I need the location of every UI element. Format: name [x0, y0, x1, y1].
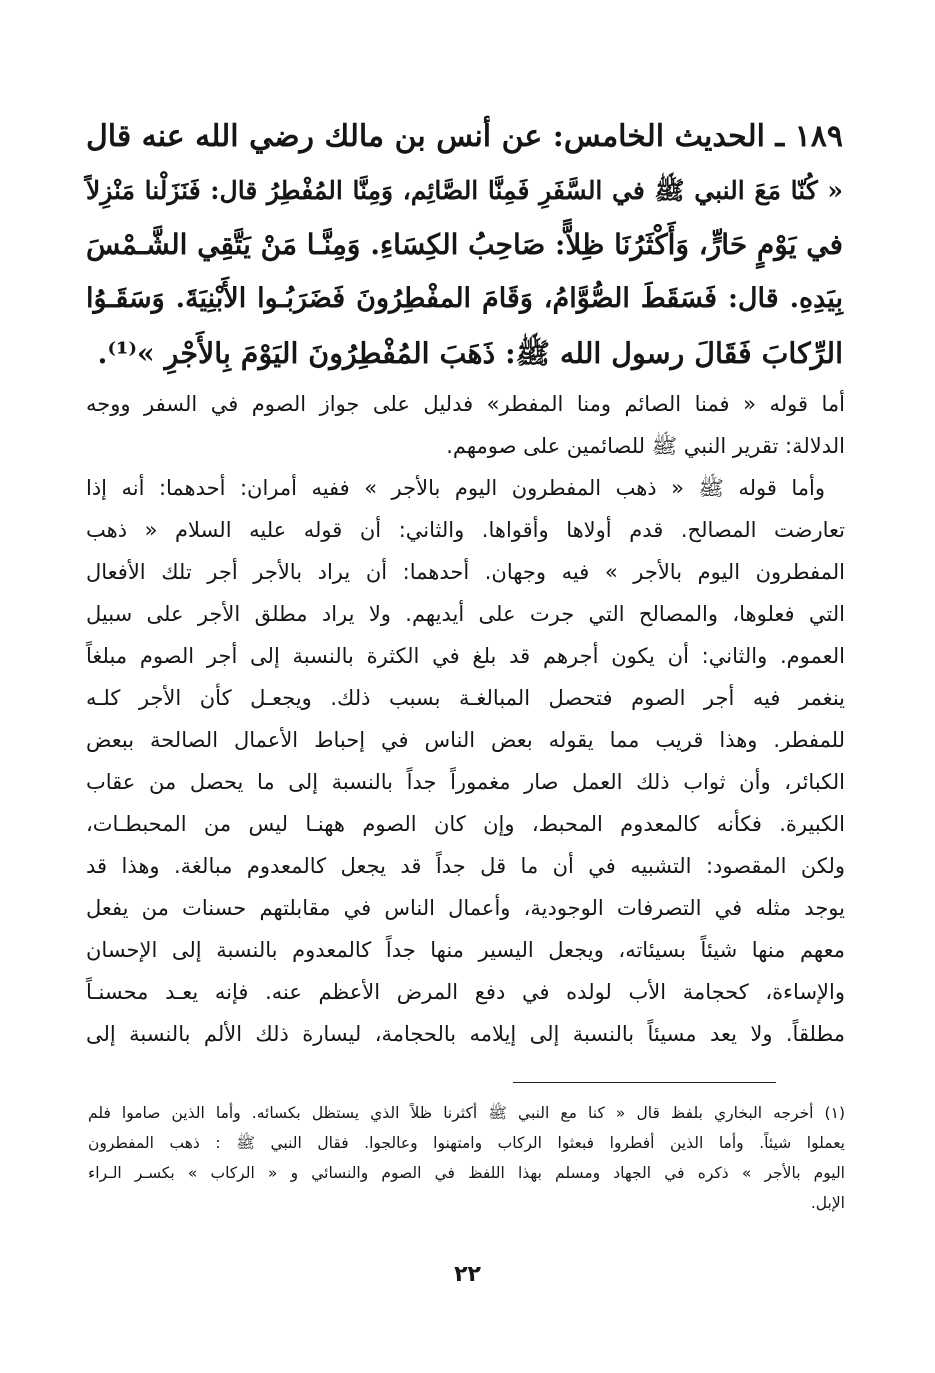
commentary-line: الدلالة: تقرير النبي ﷺ للصائمين على صومهم. — [446, 434, 845, 458]
commentary-line: والإساءة، كحجامة الأب لولده في دفع المرض الأعظم عنه. فإنه يعـد محسنـاً — [86, 980, 845, 1004]
footnote-line: اليوم بالأجر » ذكره في الجهاد ومسلم بهذا اللفظ في الصوم والنسائي و « الركاب » بكسـر الـراء — [88, 1164, 845, 1182]
commentary-line: أما قوله « فمنا الصائم ومنا المفطر» فدليل على جواز الصوم في السفر ووجه — [86, 392, 845, 416]
commentary-line: يوجد مثله في التصرفات الوجودية، وأعمال الناس في مقابلتهم حسنات من يفعل — [86, 896, 845, 920]
page-number: ٢٢ — [454, 1262, 481, 1287]
commentary-line: التي فعلوها، والمصالح التي جرت على أيديهم. ولا يراد مطلق الأجر على سبيل — [86, 602, 845, 626]
commentary-line: ولكن المقصود: التشبيه في أن ما قل جداً قد يجعل كالمعدوم مبالغة. وهذا قد — [86, 854, 845, 878]
hadith-line: الرِّكابَ فَقَالَ رسول الله ﷺ: ذَهَبَ المُفْطِرُونَ اليَوْمَ بِالأَجْرِ »⁽¹⁾. — [97, 336, 843, 370]
commentary-line: الكبيرة. فكأنه كالمعدوم المحبط، وإن كان الصوم ههنـا ليس من المحبطـات، — [86, 812, 845, 836]
commentary-line: مطلقاً. ولا يعد مسيئاً بالنسبة إلى إيلامه بالحجامة، ليسارة ذلك الألم بالنسبة إلى — [86, 1022, 845, 1046]
commentary-line: الكبائر، وأن ثواب ذلك العمل صار مغموراً جداً بالنسبة إلى ما يحصل من عقاب — [86, 770, 845, 794]
commentary-line: للمفطر. وهذا قريب مما يقوله بعض الناس في إحباط الأعمال الصالحة ببعض — [86, 728, 845, 752]
footnote-line: الإبل. — [810, 1194, 845, 1212]
commentary-text — [86, 384, 845, 1064]
hadith-line: في يَوْمٍ حَارٍّ، وَأَكْثَرُنَا ظِلاًّ: صَاحِبُ الكِسَاءِ. وَمِنَّـا مَنْ يَتَّقِي الشَّـمْسَ — [86, 228, 843, 261]
commentary-line: ينغمر فيه أجر الصوم فتحصل المبالغـة بسبب ذلك. ويجعـل كأن الأجر كلـه — [86, 686, 845, 710]
footnote-line: يعملوا شيئاً. وأما الذين أفطروا فبعثوا الركاب وامتهنوا وعالجوا. فقال النبي ﷺ : ذهب المفطرون — [88, 1134, 845, 1152]
hadith-line: « كُنّا مَعَ النبي ﷺ في السَّفَرِ فَمِنَّا الصَّائِم، وَمِنَّا المُفْطِرُ قال: فَنَزَلْنا مَنْزِلاً — [86, 176, 843, 205]
commentary-line: معهم منها شيئاً بسيئاته، ويجعل اليسير منها جداً كالمعدوم بالنسبة إلى الإحسان — [86, 938, 845, 962]
hadith-line: بِيَدِهِ. قال: فَسَقَطَ الصُّوَّامُ، وَقَامَ المفْطِرُونَ فَضَرَبُـوا الأَبْنِيَةَ. وَسَقَـوُا — [86, 283, 843, 314]
commentary-line: العموم. والثاني: أن يكون أجرهم قد بلغ في الكثرة بالنسبة إلى أجر الصوم مبلغاً — [86, 644, 845, 668]
footnote-line: (١) أخرجه البخاري بلفظ قال « كنا مع النبي ﷺ أكثرنا ظلاً الذي يستظل بكسائه. وأما الذين صاموا فلم — [88, 1104, 845, 1122]
commentary-line: المفطرون اليوم بالأجر » فيه وجهان. أحدهما: أن يراد بالأجر أجر تلك الأفعال — [86, 560, 845, 584]
hadith-text — [86, 110, 843, 380]
commentary-line: تعارضت المصالح. قدم أولاها وأقواها. والثاني: أن قوله عليه السلام « ذهب — [86, 518, 845, 542]
commentary-line: وأما قوله ﷺ « ذهب المفطرون اليوم بالأجر » ففيه أمران: أحدهما: أنه إذا — [86, 476, 825, 500]
footnotes — [88, 1098, 845, 1248]
footnote-separator — [513, 1082, 776, 1083]
hadith-line: ١٨٩ ـ الحديث الخامس: عن أنس بن مالك رضي الله عنه قال — [85, 119, 843, 154]
